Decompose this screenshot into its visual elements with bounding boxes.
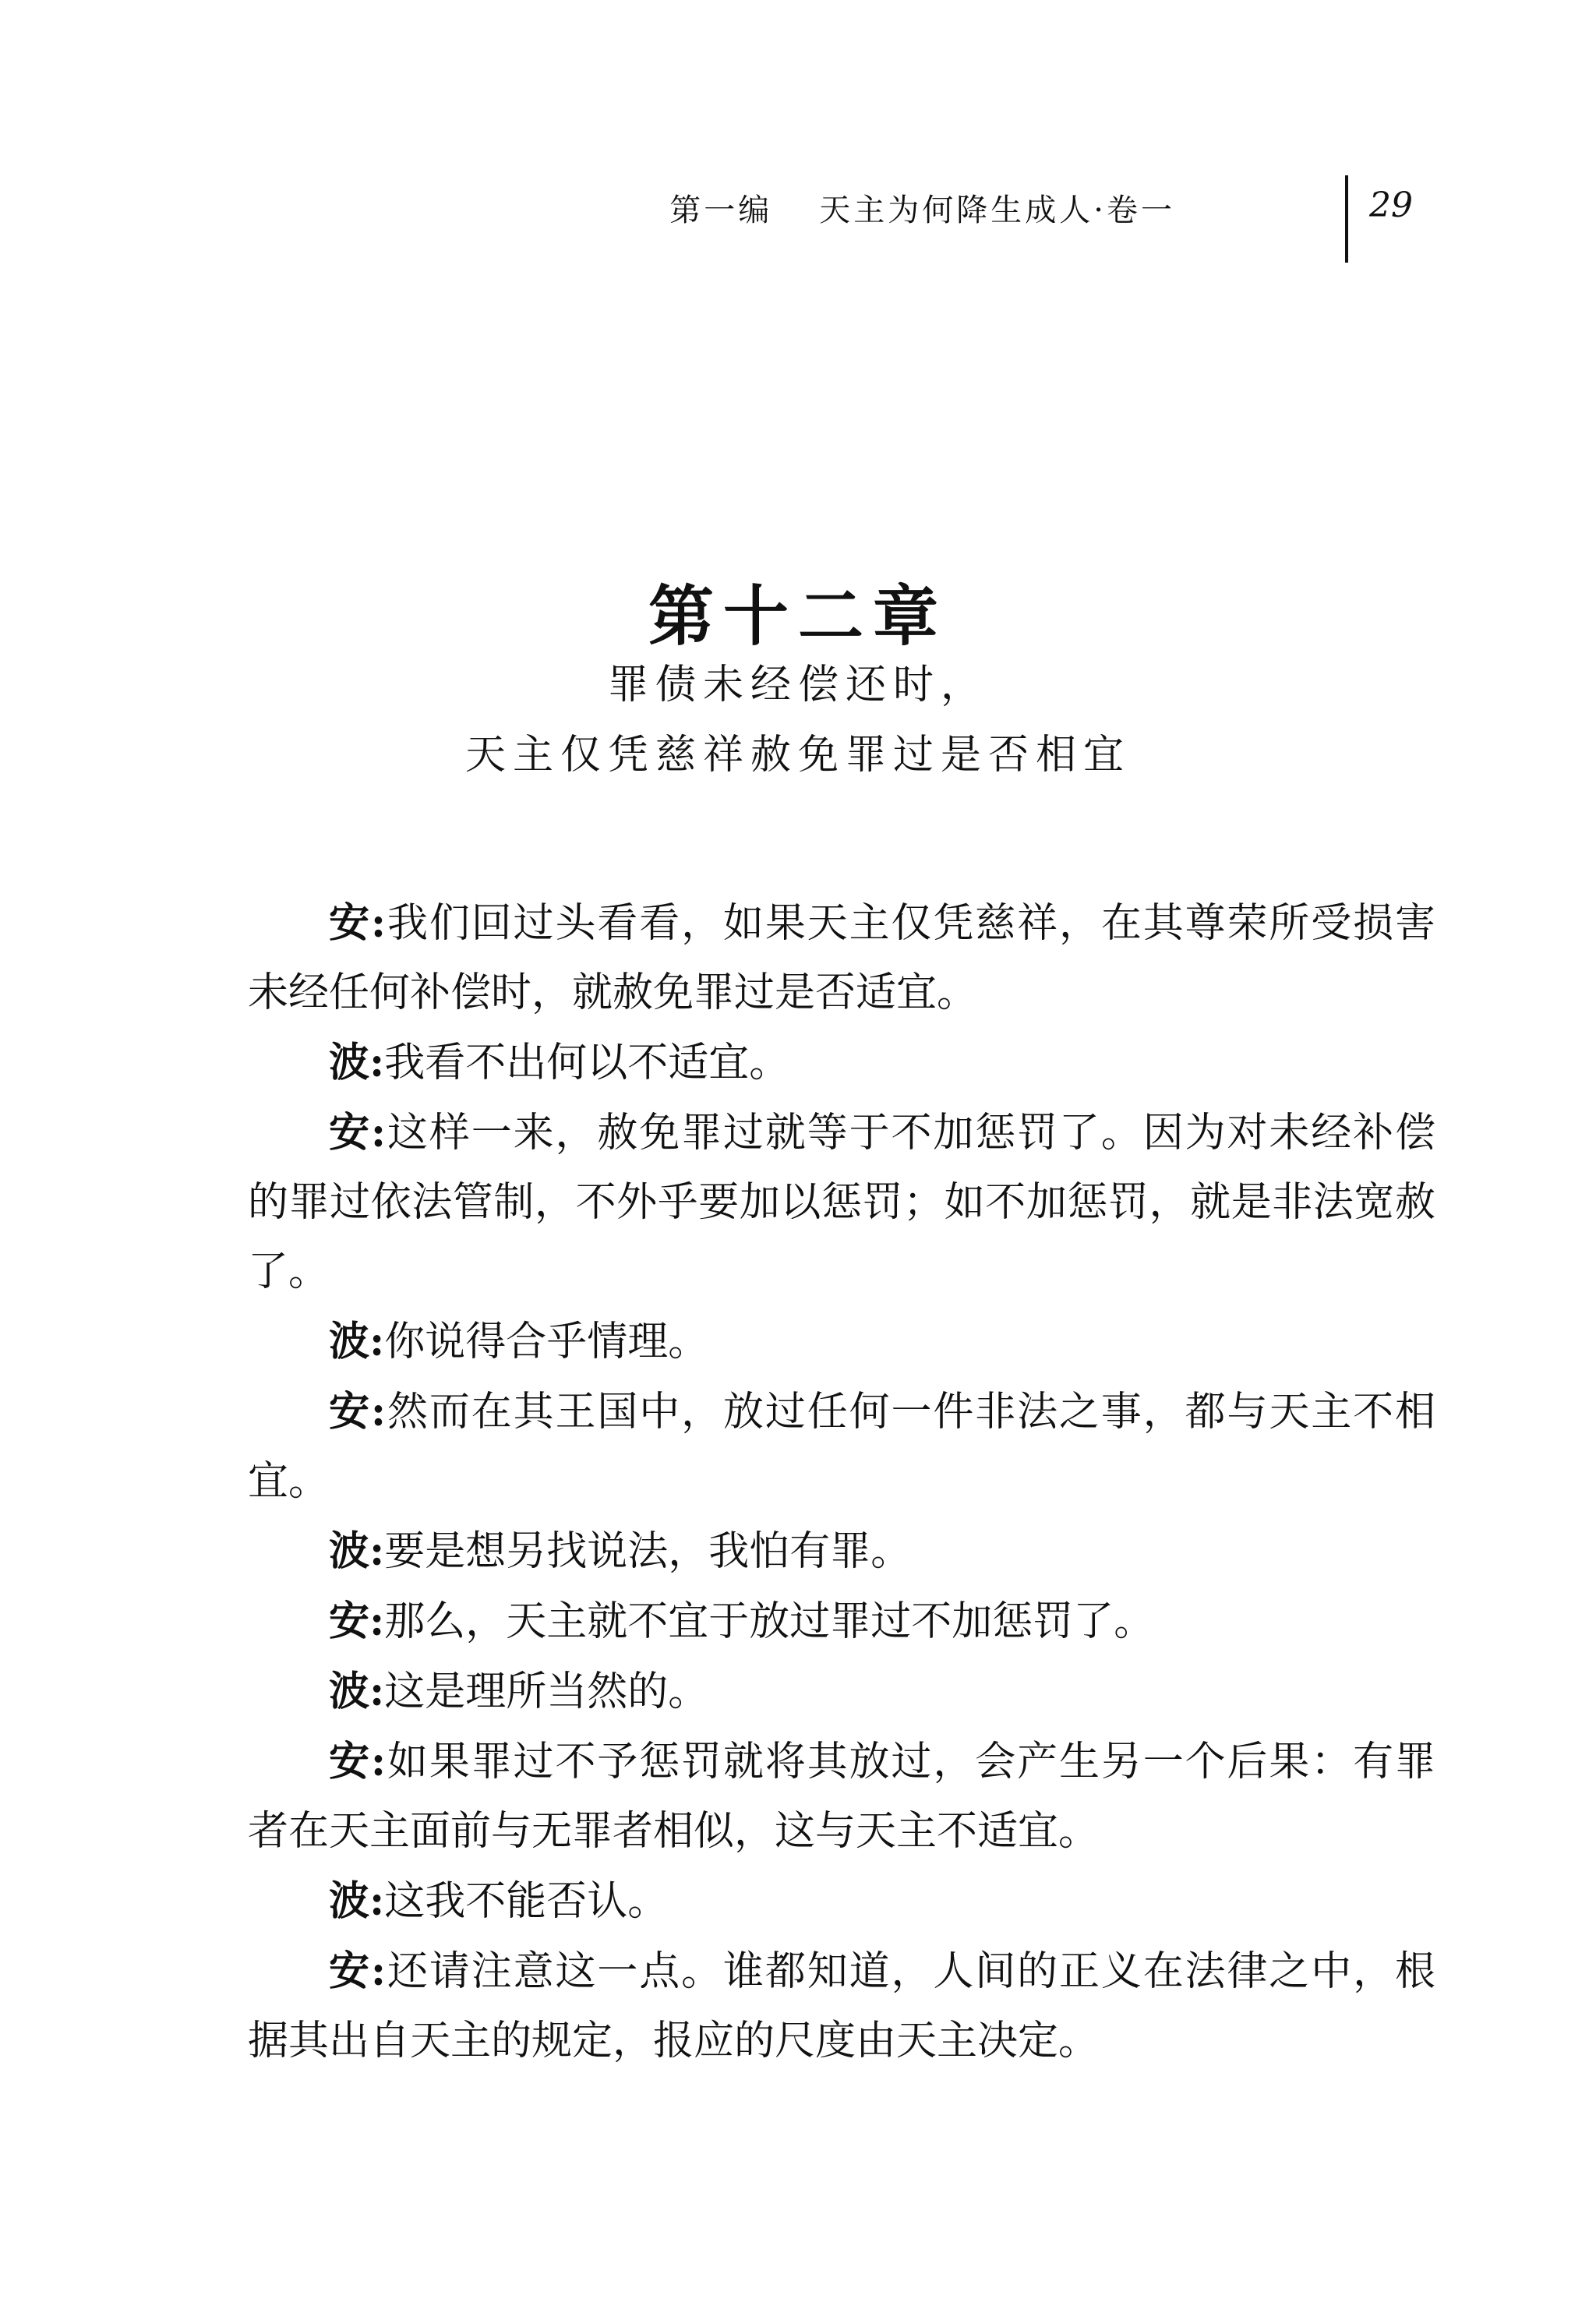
speaker-separator: : xyxy=(369,1598,385,1645)
speaker-separator: : xyxy=(370,1738,387,1785)
speaker-label: 波 xyxy=(329,1527,370,1575)
dialogue-text: 我们回过头看看，如果天主仅凭慈祥，在其尊荣所受损害未经任何补偿时，就赦免罪过是否适宜。 xyxy=(248,900,1435,1016)
dialogue-paragraph xyxy=(248,888,1435,1028)
speaker-separator: : xyxy=(370,1109,387,1156)
dialogue-body xyxy=(248,888,1435,2076)
dialogue-text: 这是理所当然的。 xyxy=(384,1668,709,1715)
speaker-separator: : xyxy=(370,1388,387,1435)
dialogue-text: 如果罪过不予惩罚就将其放过，会产生另一个后果：有罪者在天主面前与无罪者相似，这与天主不适宜。 xyxy=(248,1739,1435,1855)
speaker-label: 安 xyxy=(329,1109,371,1156)
speaker-label: 波 xyxy=(329,1318,370,1365)
speaker-label: 安 xyxy=(329,1738,371,1785)
dialogue-text: 这样一来，赦免罪过就等于不加惩罚了。因为对未经补偿的罪过依法管制，不外乎要加以惩罚；如不加惩罚，就是非法宽赦了。 xyxy=(248,1110,1435,1295)
header-divider xyxy=(1345,175,1348,263)
dialogue-paragraph xyxy=(248,1866,1435,1937)
speaker-separator: : xyxy=(370,899,387,947)
dialogue-text: 那么，天主就不宜于放过罪过不加惩罚了。 xyxy=(384,1598,1155,1645)
chapter-subtitle-line-2: 天主仅凭慈祥赦免罪过是否相宜 xyxy=(464,732,1131,779)
page-number: 29 xyxy=(1369,185,1413,225)
chapter-subtitle-line-1: 罪债未经偿还时， xyxy=(607,662,988,708)
speaker-label: 安 xyxy=(329,1598,370,1645)
speaker-separator: : xyxy=(369,1527,385,1575)
speaker-label: 安 xyxy=(329,1947,371,1995)
running-head xyxy=(669,185,1175,230)
speaker-separator: : xyxy=(370,1947,387,1995)
dialogue-text: 还请注意这一点。谁都知道，人间的正义在法律之中，根据其出自天主的规定，报应的尺度由天主决定。 xyxy=(248,1948,1435,2064)
dialogue-text: 要是想另找说法，我怕有罪。 xyxy=(384,1528,912,1575)
dialogue-paragraph xyxy=(248,1307,1435,1377)
speaker-separator: : xyxy=(369,1318,385,1365)
speaker-label: 波 xyxy=(329,1877,370,1925)
dialogue-paragraph xyxy=(248,1517,1435,1587)
dialogue-paragraph xyxy=(248,1727,1435,1866)
dialogue-text: 你说得合乎情理。 xyxy=(384,1319,709,1365)
dialogue-text: 这我不能否认。 xyxy=(384,1878,669,1925)
dialogue-paragraph xyxy=(248,1937,1435,2076)
speaker-label: 波 xyxy=(329,1668,370,1715)
speaker-separator: : xyxy=(369,1039,385,1086)
dialogue-paragraph xyxy=(248,1657,1435,1727)
speaker-label: 波 xyxy=(329,1039,370,1086)
speaker-separator: : xyxy=(369,1877,385,1925)
chapter-title: 第十二章 xyxy=(648,577,948,655)
speaker-label: 安 xyxy=(329,1388,371,1435)
speaker-separator: : xyxy=(369,1668,385,1715)
dialogue-paragraph xyxy=(248,1098,1435,1307)
running-head-book-title: 天主为何降生成人·卷一 xyxy=(819,192,1175,228)
dialogue-paragraph xyxy=(248,1587,1435,1657)
running-head-part: 第一编 xyxy=(669,192,773,228)
dialogue-text: 我看不出何以不适宜。 xyxy=(384,1040,790,1086)
speaker-label: 安 xyxy=(329,899,371,947)
dialogue-paragraph xyxy=(248,1028,1435,1098)
dialogue-text: 然而在其王国中，放过任何一件非法之事，都与天主不相宜。 xyxy=(248,1389,1435,1505)
dialogue-paragraph xyxy=(248,1377,1435,1517)
